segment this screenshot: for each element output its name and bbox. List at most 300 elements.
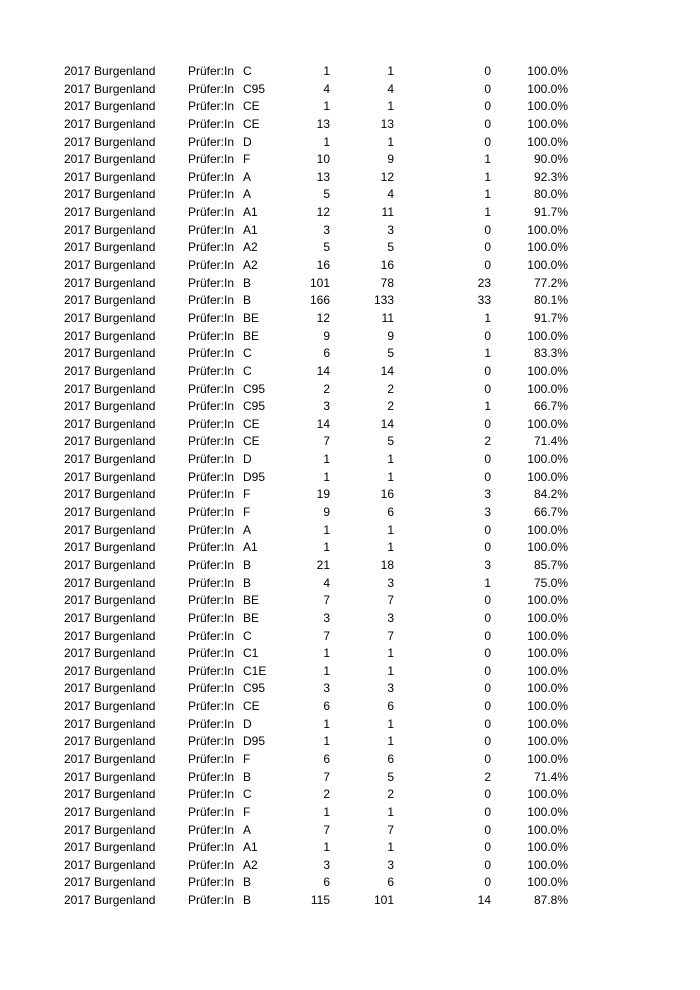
failed-count-cell: 1 (484, 399, 491, 414)
total-count-cell: 7 (323, 628, 330, 643)
passed-count-cell: 16 (380, 487, 394, 502)
pass-rate-cell: 100.0% (527, 663, 568, 678)
pass-rate-cell: 100.0% (527, 787, 568, 802)
pass-rate-cell: 90.0% (533, 152, 568, 167)
table-row (0, 328, 700, 346)
failed-count-cell: 0 (484, 363, 491, 378)
year-region-cell: 2017 Burgenland (64, 646, 156, 661)
year-region-cell: 2017 Burgenland (64, 381, 156, 396)
pass-rate-cell: 100.0% (527, 116, 568, 131)
examiner-cell: Prüfer:In (188, 540, 235, 555)
examiner-cell: Prüfer:In (188, 363, 235, 378)
pass-rate-cell: 91.7% (533, 205, 568, 220)
pass-rate-cell: 100.0% (527, 840, 568, 855)
passed-count-cell: 1 (387, 734, 394, 749)
passed-count-cell: 1 (387, 522, 394, 537)
total-count-cell: 6 (323, 699, 330, 714)
failed-count-cell: 0 (484, 822, 491, 837)
pass-rate-cell: 71.4% (533, 769, 568, 784)
passed-count-cell: 14 (380, 363, 394, 378)
passed-count-cell: 6 (387, 875, 394, 890)
examiner-cell: Prüfer:In (188, 893, 235, 908)
failed-count-cell: 33 (477, 293, 491, 308)
year-region-cell: 2017 Burgenland (64, 399, 156, 414)
passed-count-cell: 1 (387, 663, 394, 678)
license-class-cell: B (243, 893, 252, 908)
examiner-cell: Prüfer:In (188, 134, 235, 149)
examiner-cell: Prüfer:In (188, 522, 235, 537)
total-count-cell: 4 (323, 575, 330, 590)
license-class-cell: C (243, 346, 252, 361)
examiner-cell: Prüfer:In (188, 804, 235, 819)
passed-count-cell: 9 (387, 328, 394, 343)
table-row (0, 292, 700, 310)
pass-rate-cell: 80.1% (533, 293, 568, 308)
license-class-cell: B (243, 875, 252, 890)
pass-rate-cell: 100.0% (527, 416, 568, 431)
total-count-cell: 1 (323, 452, 330, 467)
year-region-cell: 2017 Burgenland (64, 575, 156, 590)
license-class-cell: C95 (243, 399, 266, 414)
passed-count-cell: 3 (387, 575, 394, 590)
examiner-cell: Prüfer:In (188, 240, 235, 255)
passed-count-cell: 1 (387, 804, 394, 819)
failed-count-cell: 0 (484, 99, 491, 114)
examiner-cell: Prüfer:In (188, 99, 235, 114)
total-count-cell: 7 (323, 822, 330, 837)
pass-rate-cell: 100.0% (527, 628, 568, 643)
failed-count-cell: 0 (484, 134, 491, 149)
examiner-cell: Prüfer:In (188, 575, 235, 590)
examiner-cell: Prüfer:In (188, 64, 235, 78)
table-row (0, 592, 700, 610)
examiner-cell: Prüfer:In (188, 840, 235, 855)
total-count-cell: 1 (323, 646, 330, 661)
examiner-cell: Prüfer:In (188, 222, 235, 237)
examiner-cell: Prüfer:In (188, 346, 235, 361)
passed-count-cell: 2 (387, 787, 394, 802)
year-region-cell: 2017 Burgenland (64, 222, 156, 237)
failed-count-cell: 0 (484, 716, 491, 731)
pass-rate-cell: 100.0% (527, 522, 568, 537)
table-row (0, 486, 700, 504)
year-region-cell: 2017 Burgenland (64, 363, 156, 378)
pass-rate-cell: 100.0% (527, 81, 568, 96)
year-region-cell: 2017 Burgenland (64, 522, 156, 537)
license-class-cell: A1 (243, 205, 258, 220)
examiner-cell: Prüfer:In (188, 663, 235, 678)
pass-rate-cell: 100.0% (527, 593, 568, 608)
failed-count-cell: 0 (484, 116, 491, 131)
license-class-cell: BE (243, 310, 260, 325)
year-region-cell: 2017 Burgenland (64, 275, 156, 290)
passed-count-cell: 6 (387, 751, 394, 766)
table-row (0, 751, 700, 769)
failed-count-cell: 0 (484, 593, 491, 608)
examiner-cell: Prüfer:In (188, 399, 235, 414)
pass-rate-cell: 100.0% (527, 822, 568, 837)
year-region-cell: 2017 Burgenland (64, 81, 156, 96)
examiner-cell: Prüfer:In (188, 505, 235, 520)
license-class-cell: A1 (243, 222, 258, 237)
examiner-cell: Prüfer:In (188, 205, 235, 220)
passed-count-cell: 13 (380, 116, 394, 131)
passed-count-cell: 2 (387, 381, 394, 396)
table-row (0, 698, 700, 716)
table-row (0, 63, 700, 81)
year-region-cell: 2017 Burgenland (64, 804, 156, 819)
table-row (0, 169, 700, 187)
table-row (0, 874, 700, 892)
failed-count-cell: 23 (477, 275, 491, 290)
failed-count-cell: 2 (484, 434, 491, 449)
total-count-cell: 16 (316, 258, 330, 273)
total-count-cell: 5 (323, 187, 330, 202)
failed-count-cell: 1 (484, 205, 491, 220)
failed-count-cell: 1 (484, 169, 491, 184)
license-class-cell: F (243, 751, 251, 766)
failed-count-cell: 1 (484, 152, 491, 167)
failed-count-cell: 0 (484, 804, 491, 819)
failed-count-cell: 0 (484, 81, 491, 96)
license-class-cell: CE (243, 434, 260, 449)
license-class-cell: D (243, 716, 252, 731)
table-row (0, 134, 700, 152)
total-count-cell: 1 (323, 804, 330, 819)
examiner-cell: Prüfer:In (188, 81, 235, 96)
failed-count-cell: 1 (484, 187, 491, 202)
total-count-cell: 21 (316, 557, 330, 572)
total-count-cell: 9 (323, 505, 330, 520)
table-row (0, 381, 700, 399)
pass-rate-cell: 100.0% (527, 734, 568, 749)
license-class-cell: F (243, 152, 251, 167)
year-region-cell: 2017 Burgenland (64, 875, 156, 890)
failed-count-cell: 0 (484, 610, 491, 625)
total-count-cell: 12 (316, 205, 330, 220)
examiner-cell: Prüfer:In (188, 310, 235, 325)
table-row (0, 839, 700, 857)
table-row (0, 469, 700, 487)
license-class-cell: CE (243, 99, 260, 114)
total-count-cell: 3 (323, 610, 330, 625)
pass-rate-cell: 100.0% (527, 646, 568, 661)
license-class-cell: F (243, 487, 251, 502)
table-row (0, 575, 700, 593)
license-class-cell: C95 (243, 81, 266, 96)
failed-count-cell: 1 (484, 310, 491, 325)
examiner-cell: Prüfer:In (188, 275, 235, 290)
total-count-cell: 1 (323, 840, 330, 855)
license-class-cell: D (243, 452, 252, 467)
license-class-cell: C (243, 628, 252, 643)
table-row (0, 451, 700, 469)
examiner-cell: Prüfer:In (188, 434, 235, 449)
license-class-cell: A2 (243, 258, 258, 273)
failed-count-cell: 3 (484, 505, 491, 520)
passed-count-cell: 4 (387, 187, 394, 202)
examiner-cell: Prüfer:In (188, 452, 235, 467)
total-count-cell: 7 (323, 769, 330, 784)
year-region-cell: 2017 Burgenland (64, 593, 156, 608)
license-class-cell: B (243, 557, 252, 572)
table-row (0, 433, 700, 451)
pass-rate-cell: 100.0% (527, 699, 568, 714)
pass-rate-cell: 100.0% (527, 258, 568, 273)
year-region-cell: 2017 Burgenland (64, 487, 156, 502)
year-region-cell: 2017 Burgenland (64, 416, 156, 431)
total-count-cell: 2 (323, 381, 330, 396)
passed-count-cell: 6 (387, 699, 394, 714)
passed-count-cell: 1 (387, 99, 394, 114)
table-row (0, 222, 700, 240)
failed-count-cell: 0 (484, 857, 491, 872)
table-row (0, 522, 700, 540)
table-row (0, 204, 700, 222)
examiner-cell: Prüfer:In (188, 593, 235, 608)
license-class-cell: CE (243, 116, 260, 131)
year-region-cell: 2017 Burgenland (64, 893, 156, 908)
total-count-cell: 101 (309, 275, 330, 290)
passed-count-cell: 1 (387, 840, 394, 855)
table-row (0, 257, 700, 275)
passed-count-cell: 9 (387, 152, 394, 167)
year-region-cell: 2017 Burgenland (64, 840, 156, 855)
year-region-cell: 2017 Burgenland (64, 99, 156, 114)
pass-rate-cell: 100.0% (527, 875, 568, 890)
failed-count-cell: 0 (484, 222, 491, 237)
license-class-cell: A (243, 169, 252, 184)
table-row (0, 628, 700, 646)
passed-count-cell: 5 (387, 434, 394, 449)
examiner-cell: Prüfer:In (188, 610, 235, 625)
table-row (0, 98, 700, 116)
passed-count-cell: 1 (387, 469, 394, 484)
total-count-cell: 14 (316, 363, 330, 378)
pass-rate-cell: 100.0% (527, 681, 568, 696)
table-row (0, 716, 700, 734)
examiner-cell: Prüfer:In (188, 628, 235, 643)
year-region-cell: 2017 Burgenland (64, 258, 156, 273)
examiner-cell: Prüfer:In (188, 258, 235, 273)
failed-count-cell: 0 (484, 628, 491, 643)
pass-rate-cell: 100.0% (527, 222, 568, 237)
examiner-cell: Prüfer:In (188, 169, 235, 184)
year-region-cell: 2017 Burgenland (64, 205, 156, 220)
examiner-cell: Prüfer:In (188, 487, 235, 502)
license-class-cell: C95 (243, 681, 266, 696)
total-count-cell: 1 (323, 469, 330, 484)
pass-rate-cell: 84.2% (533, 487, 568, 502)
passed-count-cell: 1 (387, 64, 394, 78)
year-region-cell: 2017 Burgenland (64, 134, 156, 149)
total-count-cell: 9 (323, 328, 330, 343)
total-count-cell: 6 (323, 875, 330, 890)
total-count-cell: 1 (323, 522, 330, 537)
year-region-cell: 2017 Burgenland (64, 469, 156, 484)
total-count-cell: 4 (323, 81, 330, 96)
table-row (0, 680, 700, 698)
passed-count-cell: 1 (387, 540, 394, 555)
total-count-cell: 6 (323, 751, 330, 766)
license-class-cell: C (243, 363, 252, 378)
pass-rate-cell: 71.4% (533, 434, 568, 449)
pass-rate-cell: 100.0% (527, 64, 568, 78)
passed-count-cell: 1 (387, 452, 394, 467)
pass-rate-cell: 100.0% (527, 610, 568, 625)
license-class-cell: A (243, 822, 252, 837)
failed-count-cell: 0 (484, 540, 491, 555)
pass-rate-cell: 83.3% (533, 346, 568, 361)
table-row (0, 610, 700, 628)
table-row (0, 786, 700, 804)
pass-rate-cell: 80.0% (533, 187, 568, 202)
year-region-cell: 2017 Burgenland (64, 857, 156, 872)
year-region-cell: 2017 Burgenland (64, 152, 156, 167)
year-region-cell: 2017 Burgenland (64, 540, 156, 555)
license-class-cell: F (243, 505, 251, 520)
year-region-cell: 2017 Burgenland (64, 769, 156, 784)
total-count-cell: 3 (323, 222, 330, 237)
total-count-cell: 7 (323, 434, 330, 449)
examiner-cell: Prüfer:In (188, 875, 235, 890)
examiner-cell: Prüfer:In (188, 734, 235, 749)
passed-count-cell: 18 (380, 557, 394, 572)
table-row (0, 857, 700, 875)
passed-count-cell: 3 (387, 681, 394, 696)
passed-count-cell: 7 (387, 593, 394, 608)
total-count-cell: 1 (323, 99, 330, 114)
license-class-cell: B (243, 293, 252, 308)
table-row (0, 504, 700, 522)
total-count-cell: 3 (323, 399, 330, 414)
pass-rate-cell: 85.7% (533, 557, 568, 572)
total-count-cell: 13 (316, 116, 330, 131)
total-count-cell: 3 (323, 681, 330, 696)
license-class-cell: BE (243, 328, 260, 343)
total-count-cell: 1 (323, 716, 330, 731)
pass-rate-cell: 100.0% (527, 540, 568, 555)
total-count-cell: 1 (323, 663, 330, 678)
total-count-cell: 7 (323, 593, 330, 608)
license-class-cell: B (243, 769, 252, 784)
pass-rate-cell: 100.0% (527, 857, 568, 872)
total-count-cell: 166 (309, 293, 330, 308)
total-count-cell: 12 (316, 310, 330, 325)
passed-count-cell: 5 (387, 240, 394, 255)
passed-count-cell: 101 (373, 893, 394, 908)
total-count-cell: 115 (310, 893, 330, 908)
license-class-cell: D95 (243, 734, 266, 749)
passed-count-cell: 11 (381, 310, 394, 325)
failed-count-cell: 0 (484, 663, 491, 678)
examiner-cell: Prüfer:In (188, 416, 235, 431)
table-row (0, 892, 700, 910)
examiner-cell: Prüfer:In (188, 116, 235, 131)
year-region-cell: 2017 Burgenland (64, 628, 156, 643)
table-row (0, 398, 700, 416)
pass-rate-cell: 75.0% (533, 575, 568, 590)
license-class-cell: C1E (243, 663, 267, 678)
license-class-cell: C1 (243, 646, 259, 661)
total-count-cell: 5 (323, 240, 330, 255)
pass-rate-cell: 100.0% (527, 804, 568, 819)
passed-count-cell: 7 (387, 822, 394, 837)
examiner-cell: Prüfer:In (188, 751, 235, 766)
total-count-cell: 6 (323, 346, 330, 361)
total-count-cell: 1 (323, 64, 330, 78)
year-region-cell: 2017 Burgenland (64, 681, 156, 696)
passed-count-cell: 5 (387, 346, 394, 361)
table-row (0, 151, 700, 169)
examiner-cell: Prüfer:In (188, 293, 235, 308)
passed-count-cell: 2 (387, 399, 394, 414)
total-count-cell: 1 (323, 734, 330, 749)
license-class-cell: A2 (243, 857, 258, 872)
year-region-cell: 2017 Burgenland (64, 452, 156, 467)
pass-rate-cell: 66.7% (533, 399, 568, 414)
passed-count-cell: 16 (380, 258, 394, 273)
total-count-cell: 1 (323, 540, 330, 555)
license-class-cell: D95 (243, 469, 266, 484)
passed-count-cell: 12 (380, 169, 394, 184)
failed-count-cell: 1 (484, 346, 491, 361)
pass-rate-cell: 100.0% (527, 381, 568, 396)
license-class-cell: A (243, 522, 252, 537)
examiner-cell: Prüfer:In (188, 646, 235, 661)
failed-count-cell: 1 (484, 575, 491, 590)
pass-rate-cell: 100.0% (527, 134, 568, 149)
year-region-cell: 2017 Burgenland (64, 610, 156, 625)
passed-count-cell: 133 (373, 293, 394, 308)
failed-count-cell: 0 (484, 734, 491, 749)
table-row (0, 645, 700, 663)
table-row (0, 239, 700, 257)
failed-count-cell: 0 (484, 751, 491, 766)
year-region-cell: 2017 Burgenland (64, 787, 156, 802)
table-row (0, 345, 700, 363)
pass-rate-cell: 91.7% (533, 310, 568, 325)
year-region-cell: 2017 Burgenland (64, 169, 156, 184)
failed-count-cell: 0 (484, 787, 491, 802)
pass-rate-cell: 100.0% (527, 751, 568, 766)
examiner-cell: Prüfer:In (188, 822, 235, 837)
year-region-cell: 2017 Burgenland (64, 505, 156, 520)
table-row (0, 822, 700, 840)
year-region-cell: 2017 Burgenland (64, 64, 156, 78)
total-count-cell: 1 (323, 134, 330, 149)
passed-count-cell: 14 (380, 416, 394, 431)
license-class-cell: BE (243, 593, 260, 608)
failed-count-cell: 0 (484, 681, 491, 696)
license-class-cell: C95 (243, 381, 266, 396)
passed-count-cell: 7 (387, 628, 394, 643)
passed-count-cell: 1 (387, 646, 394, 661)
failed-count-cell: 3 (484, 487, 491, 502)
failed-count-cell: 0 (484, 328, 491, 343)
examiner-cell: Prüfer:In (188, 769, 235, 784)
pass-rate-cell: 100.0% (527, 99, 568, 114)
license-class-cell: CE (243, 699, 260, 714)
failed-count-cell: 0 (484, 875, 491, 890)
table-row (0, 539, 700, 557)
failed-count-cell: 3 (484, 557, 491, 572)
examiner-cell: Prüfer:In (188, 857, 235, 872)
license-class-cell: A1 (243, 540, 258, 555)
license-class-cell: D (243, 134, 252, 149)
license-class-cell: CE (243, 416, 260, 431)
year-region-cell: 2017 Burgenland (64, 663, 156, 678)
